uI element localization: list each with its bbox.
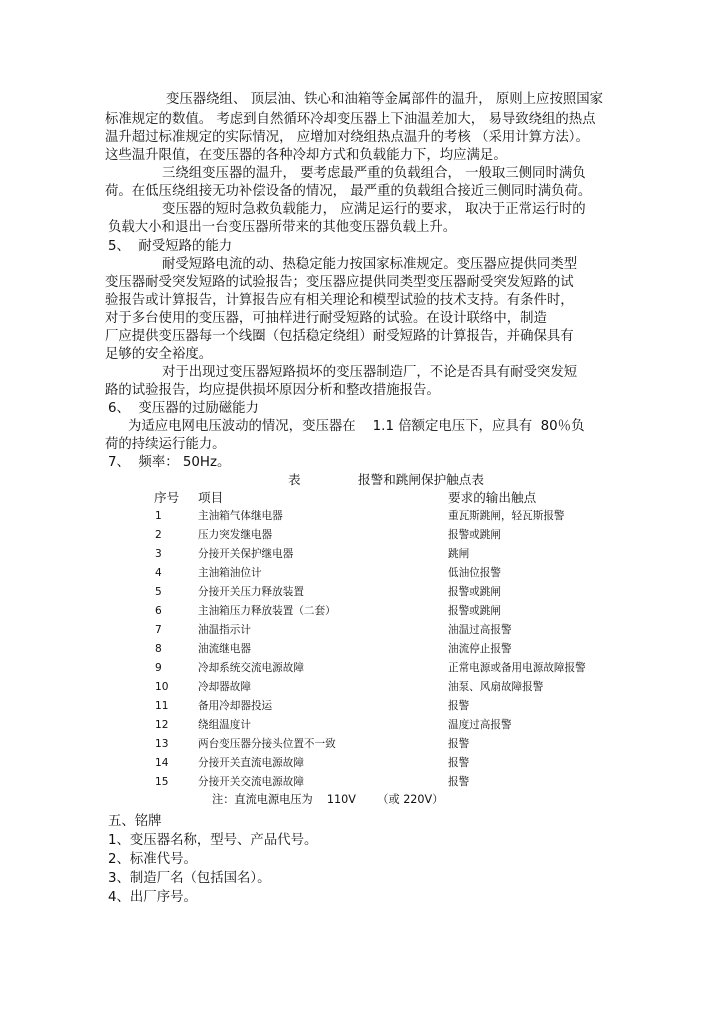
table-header-output: 要求的输出触点 [448,490,537,505]
paragraph-line: 耐受短路电流的动、热稳定能力按国家标准规定。变压器应提供同类型 [162,257,578,272]
paragraph-line: 为适应电网电压波动的情况，变压器在 1.1 倍额定电压下，应具有 80％负 [128,419,585,434]
row-index: 14 [155,757,169,769]
row-item: 主油箱气体继电器 [198,510,283,522]
row-output: 油泵、风扇故障报警 [448,681,544,693]
row-item: 分接开关保护继电器 [198,548,294,560]
paragraph-line: 路的试验报告，均应提供损坏原因分析和整改措施报告。 [105,383,440,398]
row-output: 报警 [448,700,470,712]
paragraph-line: 三绕组变压器的温升， 要考虑最严重的负载组合， 一般取三侧同时满负 [162,166,586,181]
nameplate-item: 3、制造厂名（包括国名）。 [108,871,271,886]
row-item: 分接开关交流电源故障 [198,776,304,788]
paragraph-line: 负载大小和退出一台变压器所带来的其他变压器负载上升。 [108,220,457,235]
row-index: 4 [155,567,162,579]
row-item: 绕组温度计 [198,719,251,731]
row-index: 12 [155,719,169,731]
paragraph-line: 温升超过标准规定的实际情况， 应增加对绕组热点温升的考核 （采用计算方法）。 [105,130,589,145]
row-output: 温度过高报警 [448,719,512,731]
paragraph-line: 对于出现过变压器短路损坏的变压器制造厂，不论是否具有耐受突发短 [162,365,578,380]
row-output: 正常电源或备用电源故障报警 [448,662,586,674]
row-output: 报警 [448,738,470,750]
table-title-prefix: 表 [288,472,301,487]
row-index: 15 [155,776,169,788]
row-index: 2 [155,529,162,541]
row-index: 10 [155,681,169,693]
row-item: 分接开关压力释放装置 [198,586,304,598]
row-index: 9 [155,662,162,674]
row-index: 13 [155,738,169,750]
row-output: 低油位报警 [448,567,501,579]
paragraph-line: 厂应提供变压器每一个线圈（包括稳定绕组）耐受短路的计算报告，并确保具有 [105,329,574,344]
row-output: 报警或跳闸 [448,529,501,541]
row-item: 分接开关直流电源故障 [198,757,304,769]
row-index: 3 [155,548,162,560]
row-output: 重瓦斯跳闸，轻瓦斯报警 [448,510,565,522]
row-item: 冷却器故障 [198,681,251,693]
row-output: 报警或跳闸 [448,605,501,617]
row-index: 1 [155,510,162,522]
paragraph-line: 验报告或计算报告，计算报告应有相关理论和模型试验的技术支持。有条件时， [105,293,574,308]
paragraph-line: 变压器耐受突发短路的试验报告；变压器应提供同类型变压器耐受突发短路的试 [105,275,574,290]
row-item: 压力突发继电器 [198,529,273,541]
row-item: 冷却系统交流电源故障 [198,662,304,674]
paragraph-line: 足够的安全裕度。 [105,347,213,362]
row-item: 主油箱油位计 [198,567,262,579]
table-note: 注：直流电源电压为 110V （或 220V） [212,793,444,806]
paragraph-line: 荷。在低压绕组接无功补偿设备的情况， 最严重的负载组合接近三侧同时满负荷。 [105,184,592,199]
row-item: 油流继电器 [198,643,251,655]
row-output: 报警 [448,776,470,788]
nameplate-item: 2、标准代号。 [108,852,197,867]
paragraph-line: 对于多台使用的变压器，可抽样进行耐受短路的试验。在设计联络中，制造 [105,311,547,326]
row-item: 油温指示计 [198,624,251,636]
nameplate-item: 1、变压器名称，型号、产品代号。 [108,833,318,848]
nameplate-heading: 五、铭牌 [108,814,162,829]
row-index: 6 [155,605,162,617]
row-index: 5 [155,586,162,598]
row-item: 主油箱压力释放装置（二套） [198,605,336,617]
paragraph-line: 这些温升限值，在变压器的各种冷却方式和负载能力下，均应满足。 [105,148,507,163]
paragraph-line: 变压器绕组、 顶层油、铁心和油箱等金属部件的温升， 原则上应按照国家 [166,92,604,107]
row-output: 报警 [448,757,470,769]
paragraph-line: 变压器的短时急救负载能力， 应满足运行的要求， 取决于正常运行时的 [162,202,586,217]
nameplate-item: 4、出厂序号。 [108,890,197,905]
row-output: 油流停止报警 [448,643,512,655]
section-heading: 6、 变压器的过励磁能力 [108,401,259,416]
row-index: 8 [155,643,162,655]
table-header-item: 项目 [198,490,224,505]
row-output: 跳闸 [448,548,470,560]
section-heading: 7、 频率： 50Hz。 [108,455,231,470]
row-item: 备用冷却器投运 [198,700,273,712]
table-header-index: 序号 [154,490,180,505]
paragraph-line: 荷的持续运行能力。 [105,437,226,452]
row-index: 11 [155,700,169,712]
row-index: 7 [155,624,162,636]
paragraph-line: 标准规定的数值。 考虑到自然循环冷却变压器上下油温差加大， 易导致绕组的热点 [105,112,596,127]
row-output: 油温过高报警 [448,624,512,636]
table-title: 报警和跳闸保护触点表 [358,472,484,487]
row-item: 两台变压器分接头位置不一致 [198,738,336,750]
row-output: 报警或跳闸 [448,586,501,598]
section-heading: 5、 耐受短路的能力 [108,239,233,254]
